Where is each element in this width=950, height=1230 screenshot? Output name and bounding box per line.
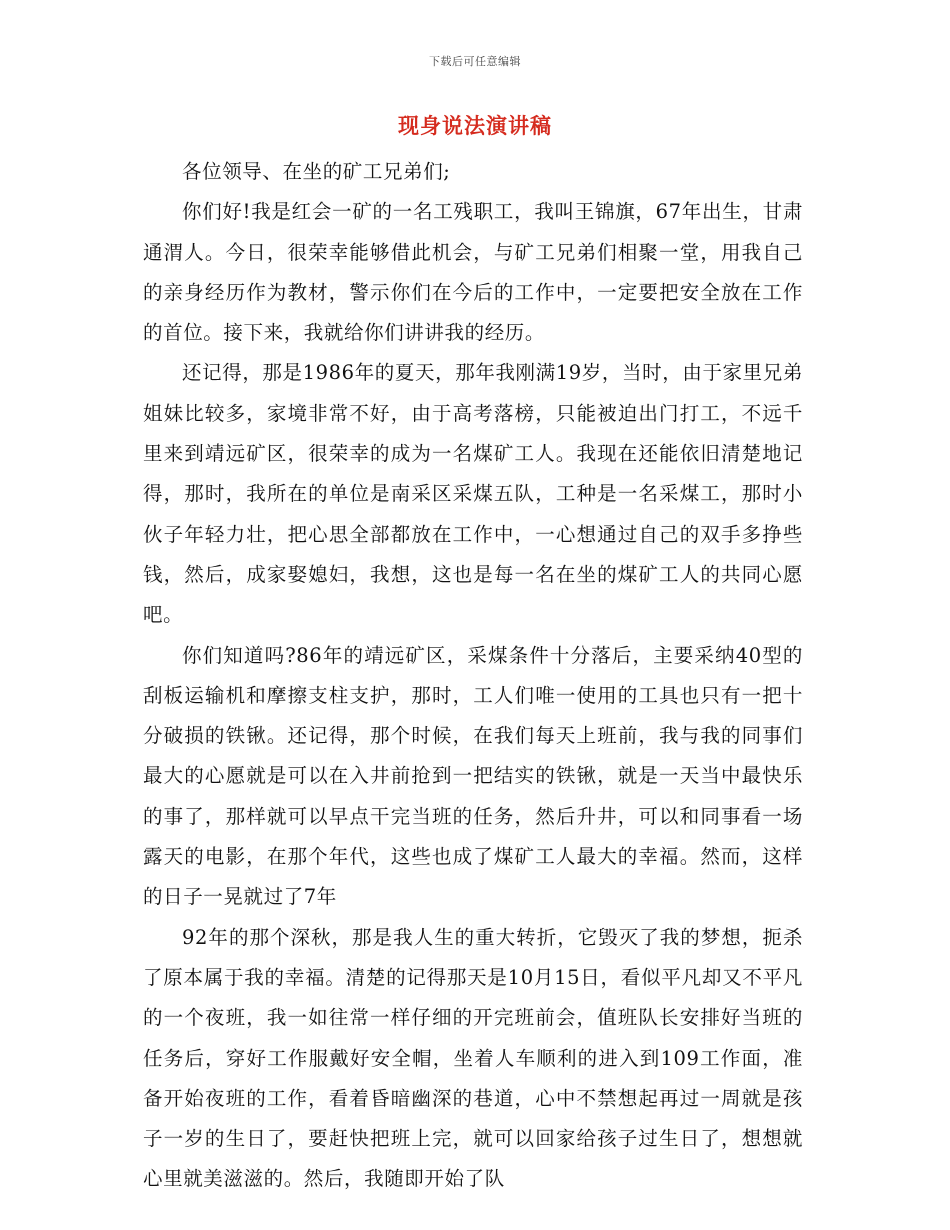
document-body	[143, 152, 803, 1200]
body-paragraph: 92年的那个深秋，那是我人生的重大转折，它毁灭了我的梦想，扼杀了原本属于我的幸福。清楚的记得那天是10月15日，看似平凡却又不平凡的一个夜班，我一如往常一样仔细的开完班前会，值班队长安排好当班的任务后，穿好工作服戴好安全帽，坐着人车顺利的进入到109工作面，准备开始夜班的工作，看着昏暗幽深的巷道，心中不禁想起再过一周就是孩子一岁的生日了，要赶快把班上完，就可以回家给孩子过生日了，想想就心里就美滋滋的。然后，我随即开始了队	[143, 925, 803, 1191]
body-paragraph: 还记得，那是1986年的夏天，那年我刚满19岁，当时，由于家里兄弟姐妹比较多，家境非常不好，由于高考落榜，只能被迫出门打工，不远千里来到靖远矿区，很荣幸的成为一名煤矿工人。我现在还能依旧清楚地记得，那时，我所在的单位是南采区采煤五队，工种是一名采煤工，那时小伙子年轻力壮，把心思全部都放在工作中，一心想通过自己的双手多挣些钱，然后，成家娶媳妇，我想，这也是每一名在坐的煤矿工人的共同心愿吧。	[143, 361, 803, 627]
page-header-note: 下载后可任意编辑	[429, 55, 521, 68]
salutation-paragraph: 各位领导、在坐的矿工兄弟们;	[182, 160, 451, 183]
body-paragraph: 你们好!我是红会一矿的一名工残职工，我叫王锦旗，67年出生，甘肃通渭人。今日，很荣幸能够借此机会，与矿工兄弟们相聚一堂，用我自己的亲身经历作为教材，警示你们在今后的工作中，一定要把安全放在工作的首位。接下来，我就给你们讲讲我的经历。	[143, 200, 803, 345]
document-title: 现身说法演讲稿	[398, 113, 552, 138]
body-paragraph: 你们知道吗?86年的靖远矿区，采煤条件十分落后，主要采纳40型的刮板运输机和摩擦支柱支护，那时，工人们唯一使用的工具也只有一把十分破损的铁锹。还记得，那个时候，在我们每天上班前，我与我的同事们最大的心愿就是可以在入井前抢到一把结实的铁锹，就是一天当中最快乐的事了，那样就可以早点干完当班的任务，然后升井，可以和同事看一场露天的电影，在那个年代，这些也成了煤矿工人最大的幸福。然而，这样的日子一晃就过了7年	[143, 643, 803, 909]
